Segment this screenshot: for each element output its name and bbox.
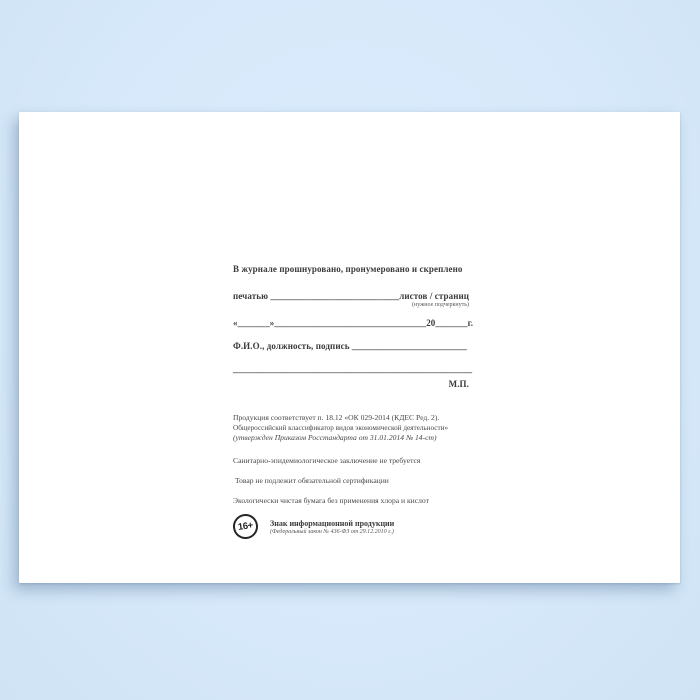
- seal-note: (нужное подчеркнуть): [412, 302, 469, 308]
- age-mark-title: Знак информационной продукции: [270, 518, 395, 528]
- compliance-line-2: Общероссийский классификатор видов экономической деятельности»: [233, 424, 449, 432]
- seal-line-prefix: печатью: [233, 291, 271, 301]
- fio-line-blank: _________________________: [351, 341, 467, 351]
- journal-back-page: [19, 112, 680, 583]
- signature-line: ____________________________________________________: [233, 364, 473, 374]
- date-line: «_______»_________________________________20_______г.: [233, 318, 474, 328]
- age-mark-law-note: (Федеральный закон № 436-ФЗ от 29.12.2010 г.): [270, 528, 394, 535]
- age-mark-row: [233, 514, 469, 539]
- compliance-line-3: (утвержден Приказом Росстандарта от 31.01.2014 № 14-ст): [233, 433, 437, 442]
- fio-line: [233, 341, 469, 351]
- age-16-plus-icon: 16+: [231, 512, 259, 540]
- certification-heading: В журнале прошнуровано, пронумеровано и скреплено: [233, 264, 463, 274]
- seal-line: [233, 291, 469, 301]
- statement-eco-paper: Экологически чистая бумага без применения хлора и кислот: [233, 496, 429, 505]
- seal-line-blank: ____________________________: [270, 291, 400, 301]
- compliance-line-1: Продукция соответствует п. 18.12 «ОК 029-2014 (КДЕС Ред. 2).: [233, 413, 440, 422]
- fio-line-prefix: Ф.И.О., должность, подпись: [233, 341, 352, 351]
- mp-label: М.П.: [448, 379, 469, 389]
- statement-certification: Товар не подлежит обязательной сертификации: [235, 476, 389, 485]
- compliance-paragraph: [233, 413, 469, 443]
- certification-text-column: [233, 264, 474, 556]
- age-mark-text: [270, 519, 394, 535]
- seal-line-suffix: листов / страниц: [399, 291, 470, 301]
- statement-sanitary: Санитарно-эпидемиологическое заключение не требуется: [233, 456, 421, 465]
